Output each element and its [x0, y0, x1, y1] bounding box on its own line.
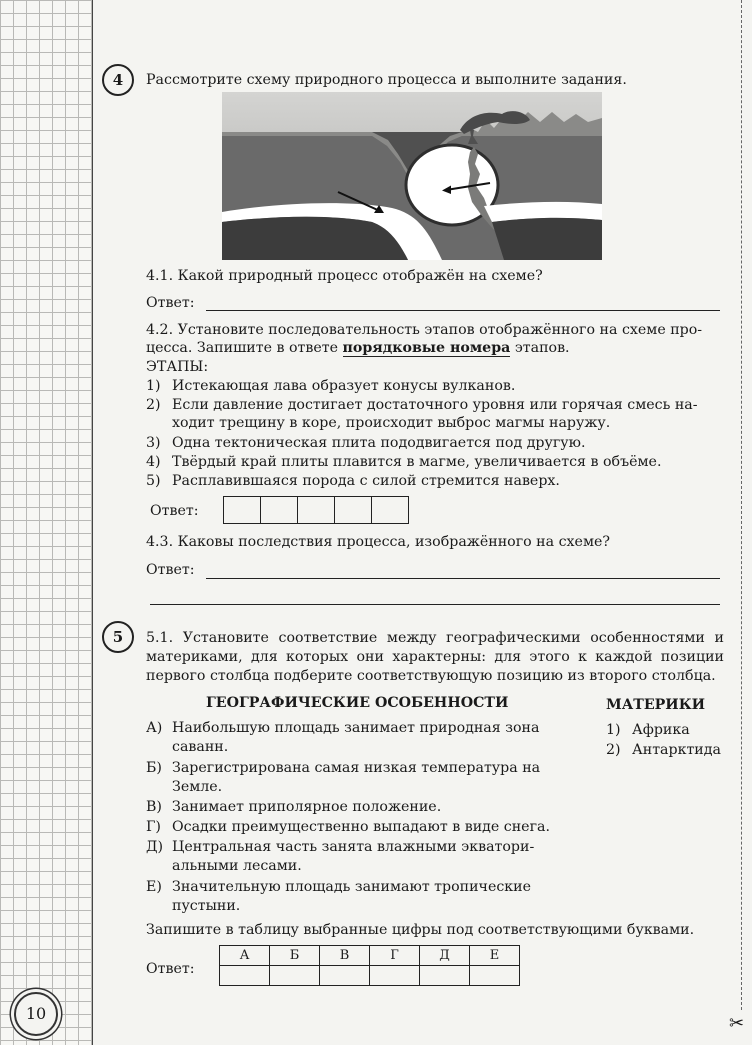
emphasis-ordinal-numbers: порядковые номера	[342, 340, 511, 356]
table-letter: Г	[370, 946, 420, 966]
stages-heading: ЭТАПЫ:	[146, 359, 209, 375]
question-4-3: 4.3. Каковы последствия процесса, изображённого на схеме?	[146, 534, 610, 550]
answer-cell[interactable]	[224, 497, 261, 523]
answer-label-5: Ответ:	[146, 961, 195, 977]
scissors-icon: ✂	[729, 1013, 745, 1034]
table-instruction: Запишите в таблицу выбранные цифры под соответствующими буквами.	[146, 922, 695, 938]
answer-line-4-1[interactable]	[206, 310, 720, 311]
table-letter: Д	[420, 946, 470, 966]
answer-line-4-3[interactable]	[206, 578, 720, 579]
task-5-text-line: первого столбца подберите соответствующую позицию из второго столбца.	[146, 668, 716, 684]
table-letter: Б	[270, 946, 320, 966]
answer-label-4-3: Ответ:	[146, 562, 195, 578]
answer-cell[interactable]	[298, 497, 335, 523]
cut-line	[741, 0, 742, 1010]
task-5-number: 5	[102, 621, 134, 653]
task-4-intro: Рассмотрите схему природного процесса и выполните задания.	[146, 72, 627, 88]
question-4-2-line2: цесса. Запишите в ответе порядковые номера этапов.	[146, 340, 570, 356]
question-4-1: 4.1. Какой природный процесс отображён на схеме?	[146, 268, 543, 284]
grid-margin	[0, 0, 93, 1045]
answer-line-4-3-extra[interactable]	[150, 604, 720, 605]
answer-cell[interactable]	[220, 966, 270, 986]
answer-cell[interactable]	[270, 966, 320, 986]
page-number: 10	[14, 992, 58, 1036]
column-heading-continents: МАТЕРИКИ	[606, 697, 706, 713]
answer-cell[interactable]	[370, 966, 420, 986]
question-4-2-line1: 4.2. Установите последовательность этапов отображённого на схеме про-	[146, 322, 703, 338]
answer-cell[interactable]	[420, 966, 470, 986]
answer-label-4-2: Ответ:	[150, 503, 199, 519]
task-5-text-line: материками, для которых они характерны: для этого к каждой позиции	[146, 649, 724, 665]
answer-cell[interactable]	[372, 497, 408, 523]
table-letter: А	[220, 946, 270, 966]
answer-cell[interactable]	[320, 966, 370, 986]
table-letter: В	[320, 946, 370, 966]
answer-table-5	[219, 945, 520, 986]
answer-cell[interactable]	[470, 966, 520, 986]
table-letter: Е	[470, 946, 520, 966]
answer-label-4-1: Ответ:	[146, 295, 195, 311]
subduction-diagram	[222, 92, 602, 260]
task-5-text-line: 5.1. Установите соответствие между географическими особенностями и	[146, 630, 724, 646]
answer-cell[interactable]	[335, 497, 372, 523]
task-4-number: 4	[102, 64, 134, 96]
answer-grid-4-2[interactable]	[223, 496, 409, 524]
column-heading-features: ГЕОГРАФИЧЕСКИЕ ОСОБЕННОСТИ	[206, 695, 509, 711]
answer-cell[interactable]	[261, 497, 298, 523]
